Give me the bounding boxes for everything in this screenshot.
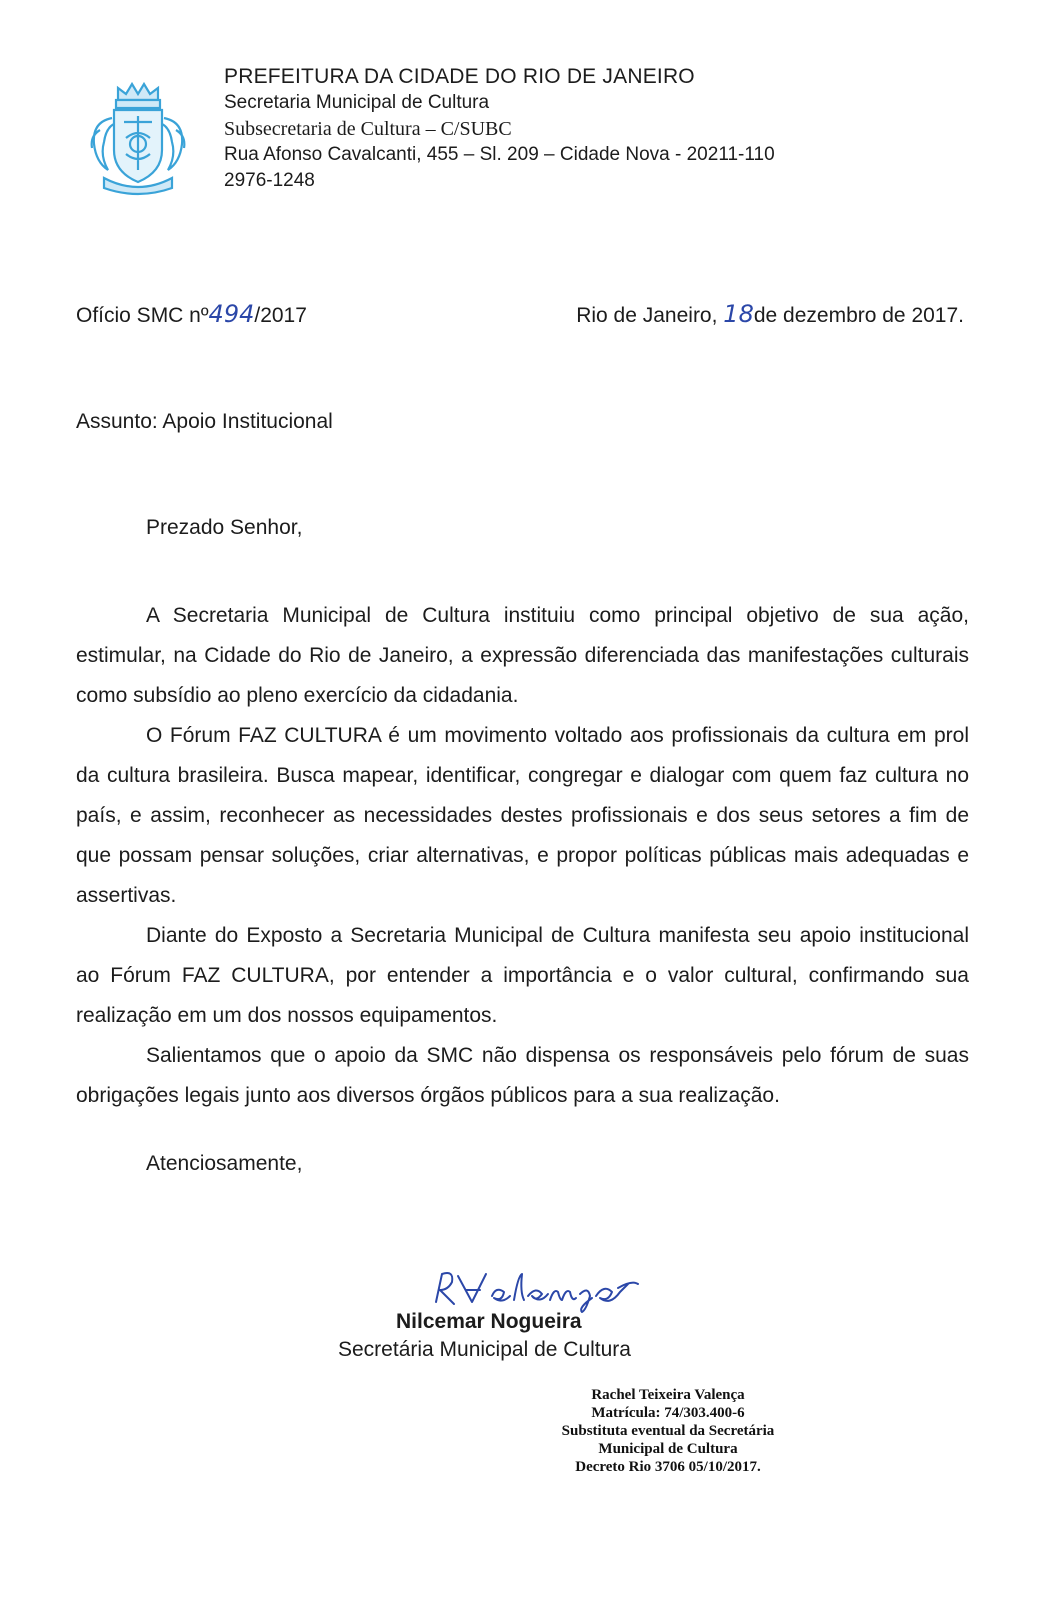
stamp-line: Substituta eventual da Secretária: [561, 1423, 775, 1439]
date-day-handwritten: 18: [723, 300, 754, 328]
reference-prefix: Ofício SMC nº: [76, 304, 209, 327]
stamp-line: Rachel Teixeira Valença: [591, 1387, 745, 1403]
stamp-line: Decreto Rio 3706 05/10/2017.: [575, 1459, 761, 1475]
official-stamp: [548, 1386, 788, 1476]
body-paragraph: O Fórum FAZ CULTURA é um movimento voltado aos profissionais da cultura em prol da cultura brasileira. Busca mapear, identificar, congregar e dialogar com quem faz cultura no país, e assim, reconhecer as necessidades destes profissionais e dos seus setores a fim de que possam pensar soluções, criar alternativas, e propor políticas públicas mais adequadas e assertivas.: [76, 724, 969, 907]
subject-line: Assunto: Apoio Institucional: [76, 410, 333, 433]
document-date: [576, 300, 964, 328]
body-paragraph: Salientamos que o apoio da SMC não dispensa os responsáveis pelo fórum de suas obrigações legais junto aos diversos órgãos públicos para a sua realização.: [76, 1044, 969, 1107]
salutation: Prezado Senhor,: [146, 516, 303, 539]
document-reference: [76, 300, 307, 328]
signatory-name: Nilcemar Nogueira: [396, 1310, 582, 1333]
body-paragraph: A Secretaria Municipal de Cultura instituiu como principal objetivo de sua ação, estimular, na Cidade do Rio de Janeiro, a expressão diferenciada das manifestações culturais como subsídio ao pleno exercício da cidadania.: [76, 604, 969, 707]
handwritten-signature: [432, 1262, 642, 1314]
date-suffix: de dezembro de 2017.: [753, 304, 964, 327]
signatory-title: Secretária Municipal de Cultura: [338, 1338, 631, 1361]
reference-suffix: /2017: [254, 304, 307, 327]
organization-name: PREFEITURA DA CIDADE DO RIO DE JANEIRO: [224, 65, 695, 88]
subdepartment-name: Subsecretaria de Cultura – C/SUBC: [224, 118, 512, 140]
date-prefix: Rio de Janeiro,: [576, 304, 718, 327]
body-paragraph: Diante do Exposto a Secretaria Municipal de Cultura manifesta seu apoio institucional ao Fórum FAZ CULTURA, por entender a importância e o valor cultural, confirmando sua realização em um dos nossos equipamentos.: [76, 924, 969, 1027]
closing: Atenciosamente,: [146, 1152, 303, 1175]
letterhead: [224, 64, 775, 194]
address: Rua Afonso Cavalcanti, 455 – Sl. 209 – Cidade Nova - 20211-110: [224, 144, 775, 165]
stamp-line: Matrícula: 74/303.400-6: [591, 1405, 745, 1421]
reference-number-handwritten: 494: [208, 300, 255, 328]
phone: 2976-1248: [224, 170, 315, 191]
department-name: Secretaria Municipal de Cultura: [224, 92, 490, 113]
letter-body: [76, 596, 969, 1116]
stamp-line: Municipal de Cultura: [598, 1441, 738, 1457]
city-coat-of-arms-icon: [84, 78, 192, 198]
